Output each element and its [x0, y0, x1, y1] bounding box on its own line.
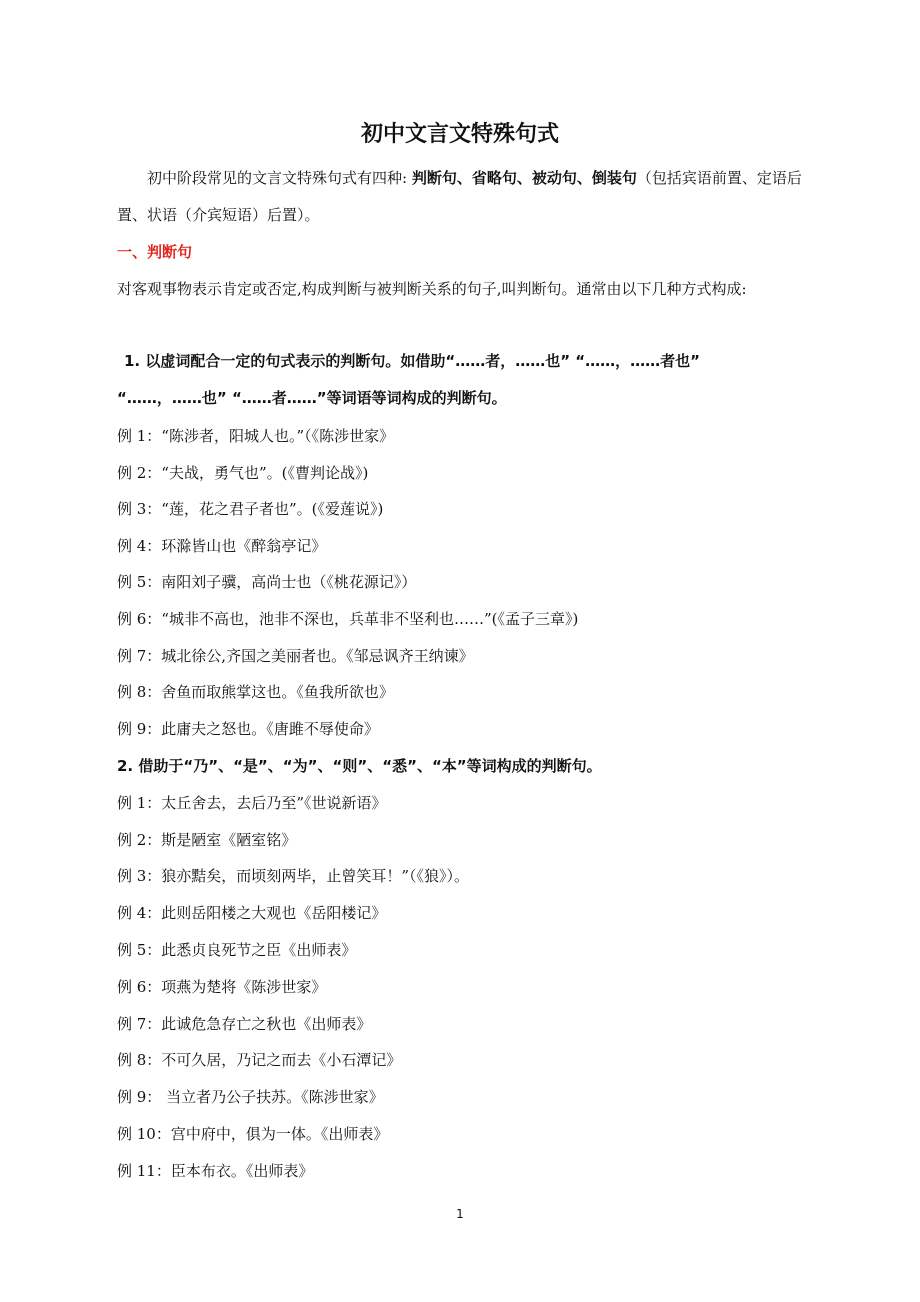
example-item: 例 11：臣本布衣。《出师表》: [117, 1162, 314, 1180]
section-heading-judgment: 一、判断句: [117, 243, 193, 261]
example-item: 例 2：“夫战，勇气也”。(《曹判论战》): [117, 464, 369, 482]
example-item: 例 4：环滁皆山也《醉翁亭记》: [117, 537, 327, 555]
intro-bold-text: 判断句、省略句、被动句、倒装句: [411, 169, 637, 187]
point1-line1: 1. 以虚词配合一定的句式表示的判断句。如借助“……者，……也” “……，……者也”: [124, 352, 701, 370]
example-item: 例 5：南阳刘子骥，高尚士也（《桃花源记》）: [117, 573, 417, 591]
example-item: 例 9： 当立者乃公子扶苏。《陈涉世家》: [117, 1088, 384, 1106]
example-item: 例 7：城北徐公,齐国之美丽者也。《邹忌讽齐王纳谏》: [117, 647, 474, 665]
example-item: 例 7：此诚危急存亡之秋也《出师表》: [117, 1015, 372, 1033]
example-item: 例 4：此则岳阳楼之大观也《岳阳楼记》: [117, 904, 387, 922]
example-item: 例 5：此悉贞良死节之臣《出师表》: [117, 941, 357, 959]
example-item: 例 6：项燕为楚将《陈涉世家》: [117, 978, 327, 996]
example-item: 例 3：狼亦黠矣，而顷刻两毕，止曾笑耳！”（《狼》）。: [117, 867, 469, 885]
example-item: 例 8：舍鱼而取熊掌这也。《鱼我所欲也》: [117, 683, 394, 701]
document-title: 初中文言文特殊句式: [360, 122, 559, 147]
example-item: 例 9：此庸夫之怒也。《唐雎不辱使命》: [117, 720, 379, 738]
intro-text-after: （包括宾语前置、定语后置、状语（介宾短语）后置）。: [117, 169, 802, 224]
section-definition: 对客观事物表示肯定或否定,构成判断与被判断关系的句子,叫判断句。通常由以下几种方式构成:: [117, 280, 747, 298]
example-item: 例 3：“莲，花之君子者也”。(《爱莲说》): [117, 500, 384, 518]
point2-line: 2. 借助于“乃”、“是”、“为”、“则”、“悉”、“本”等词构成的判断句。: [117, 757, 602, 775]
intro-text-before: 初中阶段常见的文言文特殊句式有四种:: [147, 169, 412, 187]
example-item: 例 6：“城非不高也，池非不深也，兵革非不坚利也……”(《孟子三章》): [117, 610, 579, 628]
page-number: 1: [456, 1207, 464, 1221]
example-item: 例 8：不可久居，乃记之而去《小石潭记》: [117, 1051, 402, 1069]
point1-line2: “……，……也” “……者……”等词语等词构成的判断句。: [117, 389, 507, 407]
example-item: 例 10：宫中府中，俱为一体。《出师表》: [117, 1125, 389, 1143]
example-item: 例 1：太丘舍去，去后乃至”《世说新语》: [117, 794, 387, 812]
example-item: 例 1：“陈涉者，阳城人也。”（《陈涉世家》: [117, 427, 395, 445]
intro-paragraph: [117, 160, 817, 234]
example-item: 例 2：斯是陋室《陋室铭》: [117, 831, 297, 849]
